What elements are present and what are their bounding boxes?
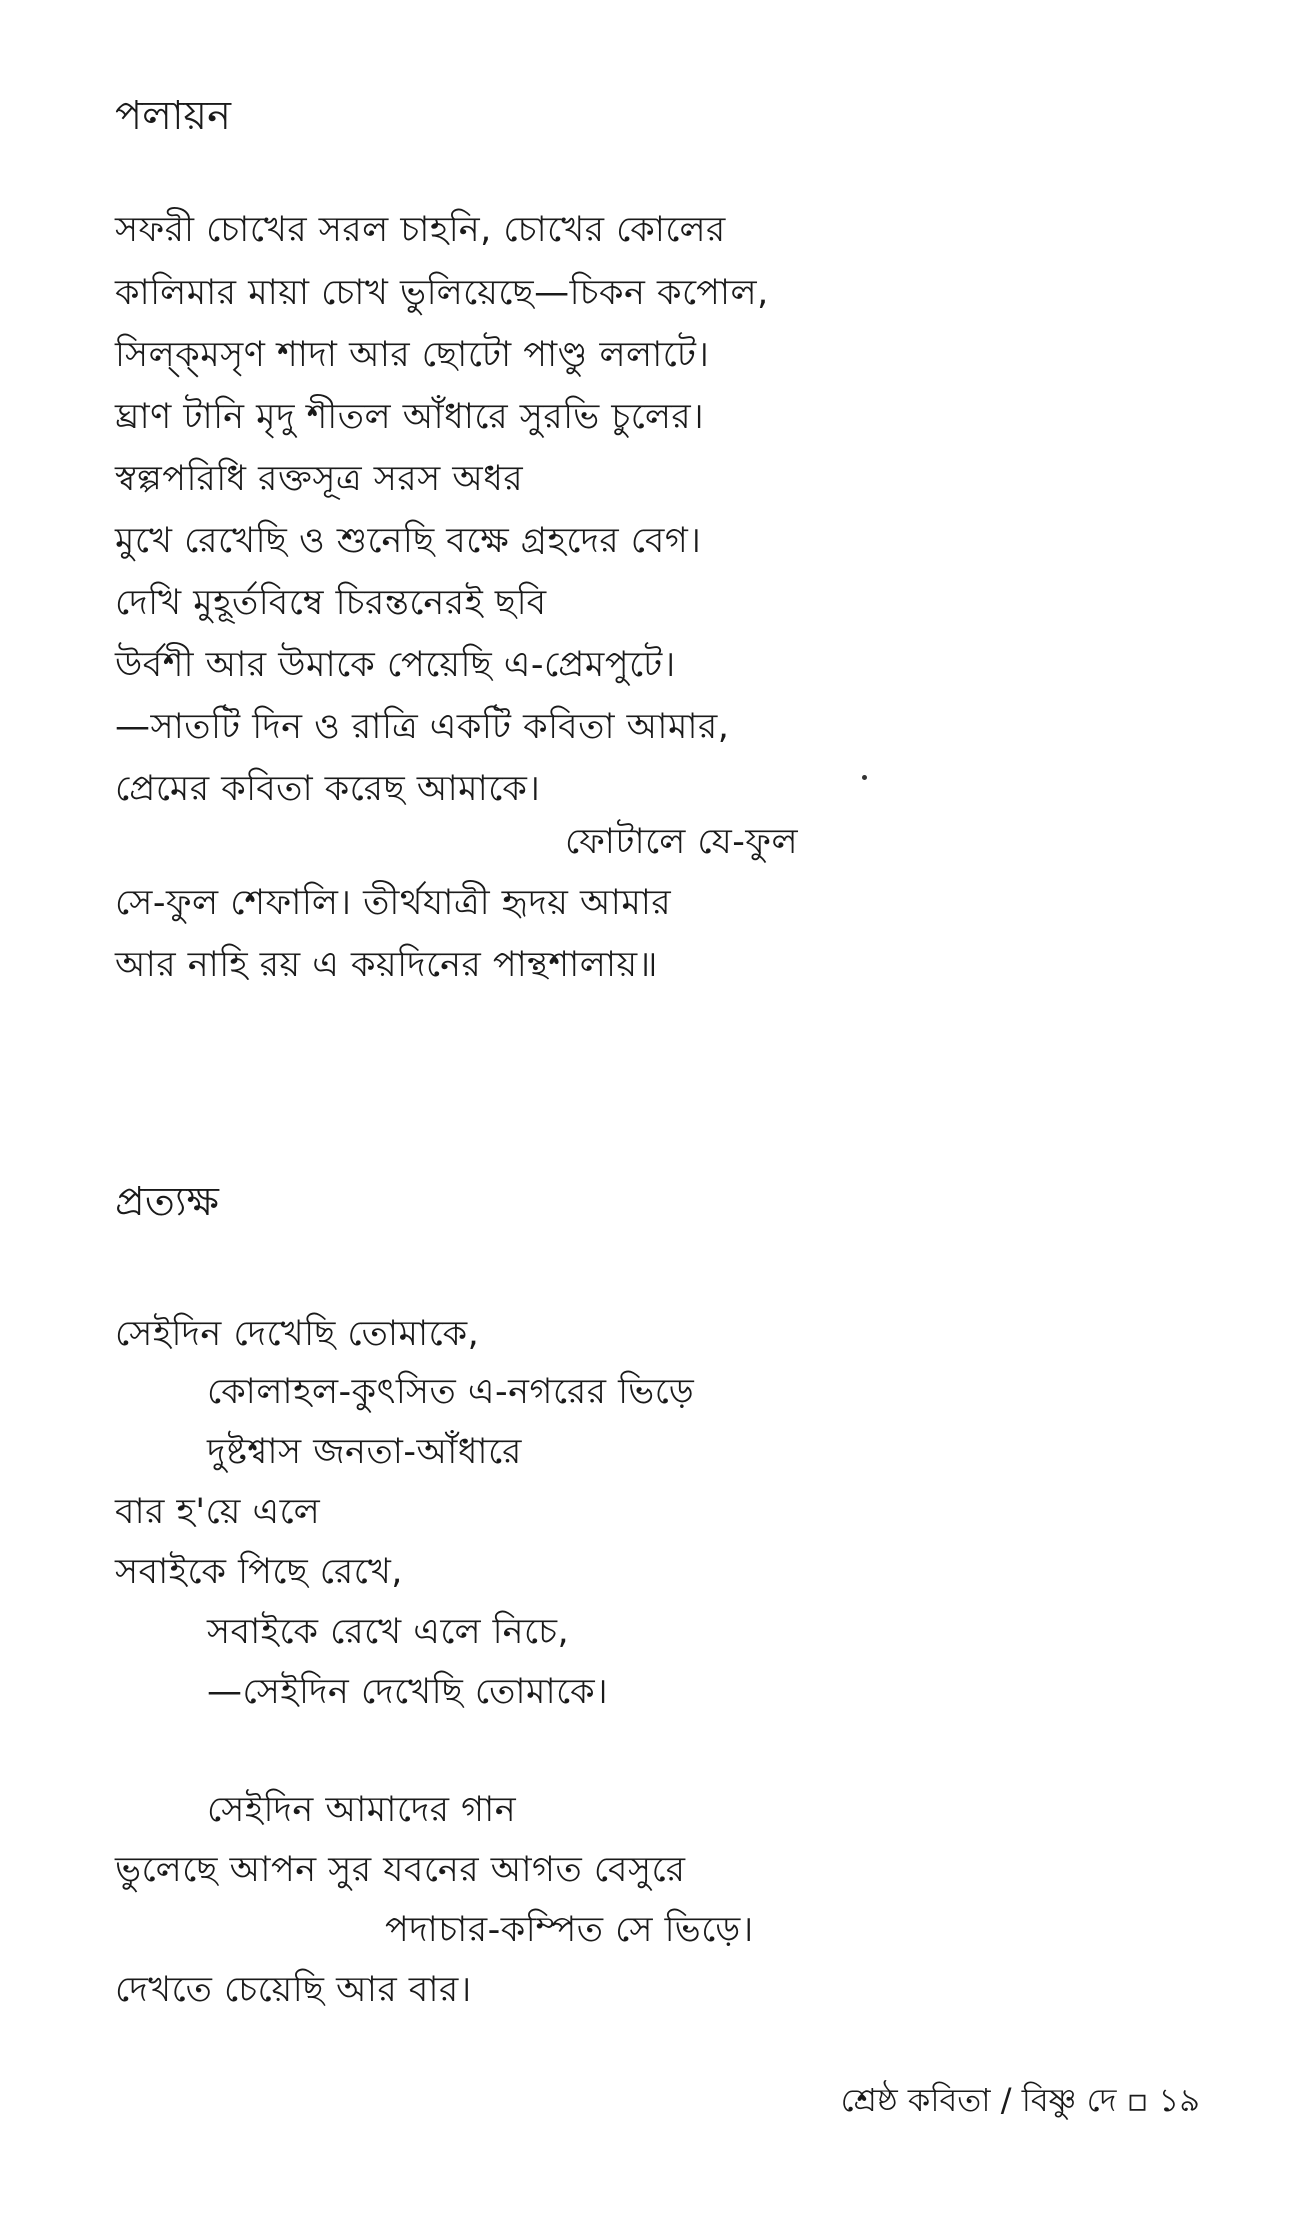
page-footer: শ্রেষ্ঠ কবিতা / বিষ্ণু দে ▫ ১৯ (840, 2081, 1200, 2119)
poem-line: সবাইকে পিছে রেখে, (115, 1552, 403, 1592)
poem-title-pratyaksha: প্রত্যক্ষ (115, 1179, 219, 1225)
poem-line: প্রেমের কবিতা করেছ আমাকে। (115, 769, 541, 809)
poem-line: —সেইদিন দেখেছি তোমাকে। (207, 1672, 609, 1712)
poem-line: —সাতটি দিন ও রাত্রি একটি কবিতা আমার, (115, 707, 730, 747)
poem-line: সেইদিন আমাদের গান (207, 1790, 517, 1830)
poem-line: দেখতে চেয়েছি আর বার। (115, 1970, 472, 2010)
poem-line: ঘ্রাণ টানি মৃদু শীতল আঁধারে সুরভি চুলের। (115, 397, 705, 437)
poem-line: কোলাহল-কুৎসিত এ-নগরের ভিড়ে (207, 1372, 695, 1412)
poem-line: সবাইকে রেখে এলে নিচে, (207, 1612, 570, 1652)
poem-line: ভুলেছে আপন সুর যবনের আগত বেসুরে (115, 1850, 686, 1890)
poem-line: পদাচার-কম্পিত সে ভিড়ে। (385, 1910, 754, 1950)
poem-line: ফোটালে যে-ফুল (565, 822, 799, 862)
poem-line: সে-ফুল শেফালি। তীর্থযাত্রী হৃদয় আমার (115, 883, 672, 923)
poem-line: মুখে রেখেছি ও শুনেছি বক্ষে গ্রহদের বেগ। (115, 521, 702, 561)
poem-line: উর্বশী আর উমাকে পেয়েছি এ-প্রেমপুটে। (115, 645, 676, 685)
poem-line: দেখি মুহূর্তবিম্বে চিরন্তনেরই ছবি (115, 583, 547, 623)
poem-line: দুষ্টশ্বাস জনতা-আঁধারে (207, 1432, 522, 1472)
poem-line: সেইদিন দেখেছি তোমাকে, (115, 1314, 480, 1354)
poem-line: স্বল্পপরিধি রক্তসূত্র সরস অধর (115, 459, 524, 499)
poem-line: আর নাহি রয় এ কয়দিনের পান্থশালায়॥ (115, 945, 658, 985)
print-speck (862, 775, 867, 780)
poem-line: কালিমার মায়া চোখ ভুলিয়েছে—চিকন কপোল, (115, 273, 769, 313)
poem-title-palayan: পলায়ন (115, 93, 231, 139)
poem-line: বার হ'য়ে এলে (115, 1492, 321, 1532)
poem-line: সফরী চোখের সরল চাহনি, চোখের কোলের (115, 210, 726, 250)
poem-line: সিল্‌ক্‌মসৃণ শাদা আর ছোটো পাণ্ডু ললাটে। (115, 335, 710, 375)
